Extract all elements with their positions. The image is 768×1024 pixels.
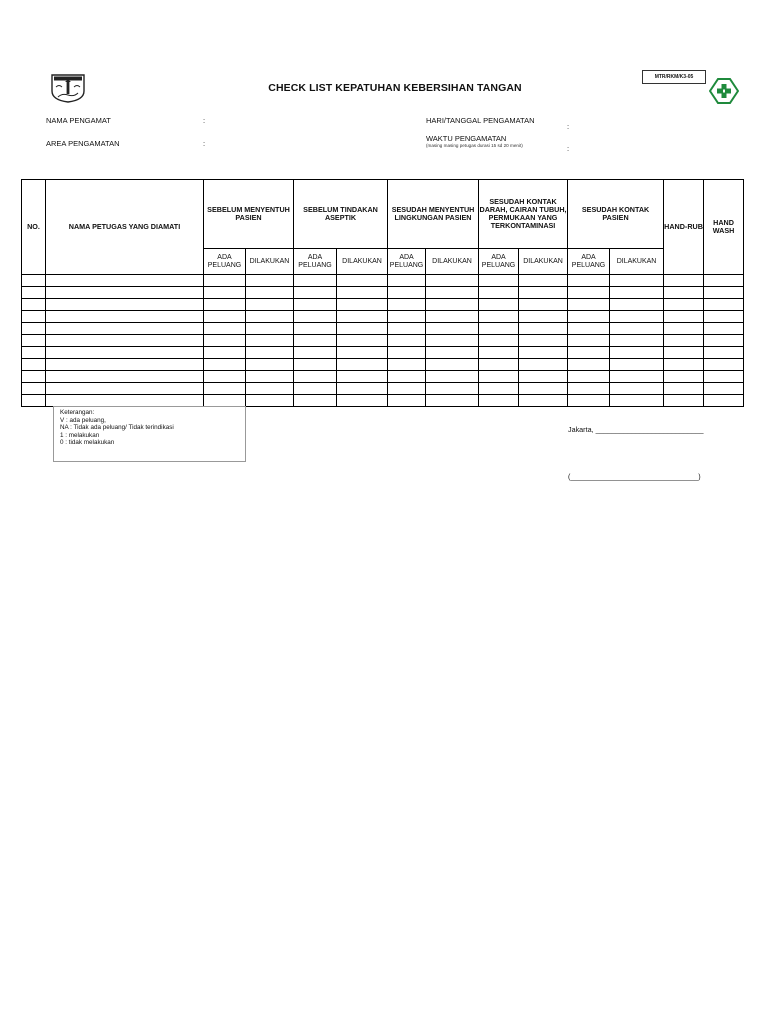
table-cell[interactable] [519,275,568,287]
checklist-table [21,179,744,407]
table-cell[interactable] [22,311,46,323]
sub-ada-peluang: ADA PELUANG [294,249,337,275]
table-cell[interactable] [388,371,426,383]
table-cell[interactable] [246,395,294,407]
table-cell[interactable] [568,371,610,383]
table-row [22,395,744,407]
table-cell[interactable] [704,335,744,347]
table-cell[interactable] [426,371,479,383]
table-cell[interactable] [664,275,704,287]
table-cell[interactable] [664,335,704,347]
table-cell[interactable] [479,359,519,371]
table-cell[interactable] [22,275,46,287]
table-cell[interactable] [610,311,664,323]
table-cell[interactable] [246,347,294,359]
table-cell[interactable] [664,383,704,395]
table-cell[interactable] [704,359,744,371]
table-cell[interactable] [337,323,388,335]
table-cell[interactable] [204,299,246,311]
health-cross-logo-icon [709,78,739,104]
table-cell[interactable] [388,359,426,371]
table-cell[interactable] [664,299,704,311]
table-cell[interactable] [519,359,568,371]
sub-ada-peluang: ADA PELUANG [388,249,426,275]
table-cell[interactable] [294,359,337,371]
table-cell[interactable] [610,335,664,347]
table-row [22,359,744,371]
table-cell[interactable] [610,395,664,407]
table-cell[interactable] [337,371,388,383]
table-cell[interactable] [246,371,294,383]
table-cell[interactable] [664,371,704,383]
table-cell[interactable] [664,311,704,323]
table-cell[interactable] [568,335,610,347]
table-cell[interactable] [519,311,568,323]
table-cell[interactable] [426,395,479,407]
table-cell[interactable] [46,299,204,311]
table-cell[interactable] [704,275,744,287]
table-cell[interactable] [704,371,744,383]
nama-pengamat-label: NAMA PENGAMAT [46,116,111,125]
table-cell[interactable] [664,395,704,407]
table-cell[interactable] [519,383,568,395]
table-row [22,299,744,311]
table-cell[interactable] [610,347,664,359]
table-cell[interactable] [46,359,204,371]
table-cell[interactable] [388,275,426,287]
table-cell[interactable] [610,359,664,371]
table-cell[interactable] [704,395,744,407]
area-pengamatan-colon: : [203,139,206,148]
table-cell[interactable] [479,299,519,311]
table-row [22,335,744,347]
table-cell[interactable] [388,347,426,359]
table-cell[interactable] [479,371,519,383]
group-sebelum-menyentuh: SEBELUM MENYENTUH PASIEN [204,180,294,249]
sub-dilakukan: DILAKUKAN [246,249,294,275]
table-cell[interactable] [568,323,610,335]
table-cell[interactable] [46,275,204,287]
table-cell[interactable] [479,275,519,287]
table-cell[interactable] [704,383,744,395]
table-cell[interactable] [204,359,246,371]
table-cell[interactable] [246,299,294,311]
col-handrub-header: HAND-RUB [664,180,704,275]
table-row [22,371,744,383]
signature-name-line: (________________________________) [568,472,701,481]
form-title: CHECK LIST KEPATUHAN KEBERSIHAN TANGAN [268,82,522,94]
table-cell[interactable] [568,359,610,371]
table-cell[interactable] [294,347,337,359]
table-cell[interactable] [22,383,46,395]
table-cell[interactable] [388,299,426,311]
table-body [22,275,744,407]
sub-ada-peluang: ADA PELUANG [568,249,610,275]
table-cell[interactable] [22,299,46,311]
table-cell[interactable] [664,347,704,359]
col-handwash-header: HAND WASH [704,180,744,275]
table-cell[interactable] [610,383,664,395]
table-cell[interactable] [246,383,294,395]
table-cell[interactable] [294,371,337,383]
place-date-line: Jakarta, ___________________________ [568,425,704,434]
table-row [22,311,744,323]
table-cell[interactable] [479,287,519,299]
table-cell[interactable] [388,287,426,299]
table-cell[interactable] [294,383,337,395]
keterangan-line: 0 : tidak melakukan [60,439,115,446]
col-no-header: NO. [22,180,46,275]
table-cell[interactable] [22,335,46,347]
waktu-pengamatan-colon: : [567,144,570,153]
table-cell[interactable] [204,395,246,407]
table-cell[interactable] [46,395,204,407]
table-cell[interactable] [426,323,479,335]
table-cell[interactable] [388,395,426,407]
table-cell[interactable] [246,275,294,287]
table-cell[interactable] [46,347,204,359]
table-cell[interactable] [426,359,479,371]
table-cell[interactable] [294,311,337,323]
table-cell[interactable] [337,335,388,347]
table-cell[interactable] [426,347,479,359]
hari-tanggal-label: HARI/TANGGAL PENGAMATAN [426,116,535,125]
table-cell[interactable] [704,347,744,359]
table-cell[interactable] [337,395,388,407]
keterangan-box [53,406,246,462]
group-sesudah-lingkungan: SESUDAH MENYENTUH LINGKUNGAN PASIEN [388,180,479,249]
waktu-pengamatan-label: WAKTU PENGAMATAN [426,134,507,143]
table-cell[interactable] [46,287,204,299]
table-cell[interactable] [568,287,610,299]
table-cell[interactable] [388,323,426,335]
table-cell[interactable] [337,383,388,395]
table-cell[interactable] [568,299,610,311]
table-cell[interactable] [519,299,568,311]
table-cell[interactable] [22,359,46,371]
table-cell[interactable] [337,347,388,359]
table-cell[interactable] [294,335,337,347]
table-cell[interactable] [204,311,246,323]
table-cell[interactable] [610,275,664,287]
keterangan-line: V : ada peluang, [60,416,106,424]
table-cell[interactable] [204,275,246,287]
table-cell[interactable] [568,275,610,287]
area-pengamatan-label: AREA PENGAMATAN [46,139,120,148]
table-cell[interactable] [610,371,664,383]
table-cell[interactable] [426,299,479,311]
table-cell[interactable] [246,311,294,323]
table-cell[interactable] [22,287,46,299]
table-cell[interactable] [479,311,519,323]
table-cell[interactable] [704,299,744,311]
table-cell[interactable] [204,347,246,359]
header-row [22,180,744,249]
table-cell[interactable] [46,371,204,383]
table-cell[interactable] [426,275,479,287]
table-cell[interactable] [610,323,664,335]
table-cell[interactable] [479,347,519,359]
table-cell[interactable] [704,311,744,323]
table-cell[interactable] [426,287,479,299]
table-row [22,275,744,287]
table-cell[interactable] [294,287,337,299]
table-cell[interactable] [519,287,568,299]
table-cell[interactable] [426,383,479,395]
table-cell[interactable] [294,299,337,311]
table-cell[interactable] [388,335,426,347]
keterangan-title: Keterangan: [60,409,95,416]
group-sebelum-aseptik: SEBELUM TINDAKAN ASEPTIK [294,180,388,249]
waktu-note: (masing masing petugas durasi 15 sd 20 menit) [426,143,523,148]
sub-ada-peluang: ADA PELUANG [479,249,519,275]
table-cell[interactable] [22,347,46,359]
table-cell[interactable] [388,311,426,323]
table-cell[interactable] [704,323,744,335]
keterangan-line: 1 : melakukan [60,431,100,439]
table-cell[interactable] [519,395,568,407]
table-cell[interactable] [204,287,246,299]
table-cell[interactable] [46,335,204,347]
table-cell[interactable] [337,275,388,287]
table-cell[interactable] [246,323,294,335]
table-cell[interactable] [204,383,246,395]
col-nama-header: NAMA PETUGAS YANG DIAMATI [46,180,204,275]
table-cell[interactable] [664,287,704,299]
table-cell[interactable] [426,335,479,347]
table-cell[interactable] [519,371,568,383]
table-cell[interactable] [568,395,610,407]
jakarta-emblem-icon [50,73,86,103]
table-cell[interactable] [46,323,204,335]
sub-dilakukan: DILAKUKAN [610,249,664,275]
table-cell[interactable] [22,395,46,407]
table-cell[interactable] [204,323,246,335]
table-cell[interactable] [46,383,204,395]
table-row [22,347,744,359]
sub-dilakukan: DILAKUKAN [519,249,568,275]
table-cell[interactable] [337,287,388,299]
table-cell[interactable] [22,323,46,335]
table-cell[interactable] [294,323,337,335]
nama-pengamat-colon: : [203,116,206,125]
table-cell[interactable] [337,299,388,311]
table-cell[interactable] [568,311,610,323]
table-cell[interactable] [479,395,519,407]
sub-dilakukan: DILAKUKAN [337,249,388,275]
table-cell[interactable] [204,335,246,347]
table-cell[interactable] [246,359,294,371]
table-row [22,383,744,395]
group-sesudah-darah: SESUDAH KONTAK DARAH, CAIRAN TUBUH, PERMUKAAN YANG TERKONTAMINASI [479,180,568,249]
table-cell[interactable] [22,371,46,383]
document-code: MTR/RKM/K3-05 [642,70,706,84]
table-row [22,323,744,335]
table-cell[interactable] [610,299,664,311]
table-cell[interactable] [568,383,610,395]
sub-dilakukan: DILAKUKAN [426,249,479,275]
table-cell[interactable] [519,323,568,335]
table-cell[interactable] [294,275,337,287]
table-row [22,287,744,299]
table-cell[interactable] [568,347,610,359]
table-cell[interactable] [246,287,294,299]
table-cell[interactable] [479,323,519,335]
table-cell[interactable] [337,359,388,371]
keterangan-line: NA : Tidak ada peluang/ Tidak terindikasi [60,424,174,431]
table-cell[interactable] [246,335,294,347]
hari-tanggal-colon: : [567,122,570,131]
table-cell[interactable] [479,383,519,395]
table-cell[interactable] [388,383,426,395]
table-cell[interactable] [704,287,744,299]
table-cell[interactable] [519,347,568,359]
table-cell[interactable] [664,359,704,371]
table-cell[interactable] [294,395,337,407]
table-cell[interactable] [610,287,664,299]
group-sesudah-kontak: SESUDAH KONTAK PASIEN [568,180,664,249]
table-cell[interactable] [664,323,704,335]
table-cell[interactable] [337,311,388,323]
sub-ada-peluang: ADA PELUANG [204,249,246,275]
table-cell[interactable] [479,335,519,347]
table-cell[interactable] [426,311,479,323]
table-cell[interactable] [46,311,204,323]
table-cell[interactable] [204,371,246,383]
table-cell[interactable] [519,335,568,347]
